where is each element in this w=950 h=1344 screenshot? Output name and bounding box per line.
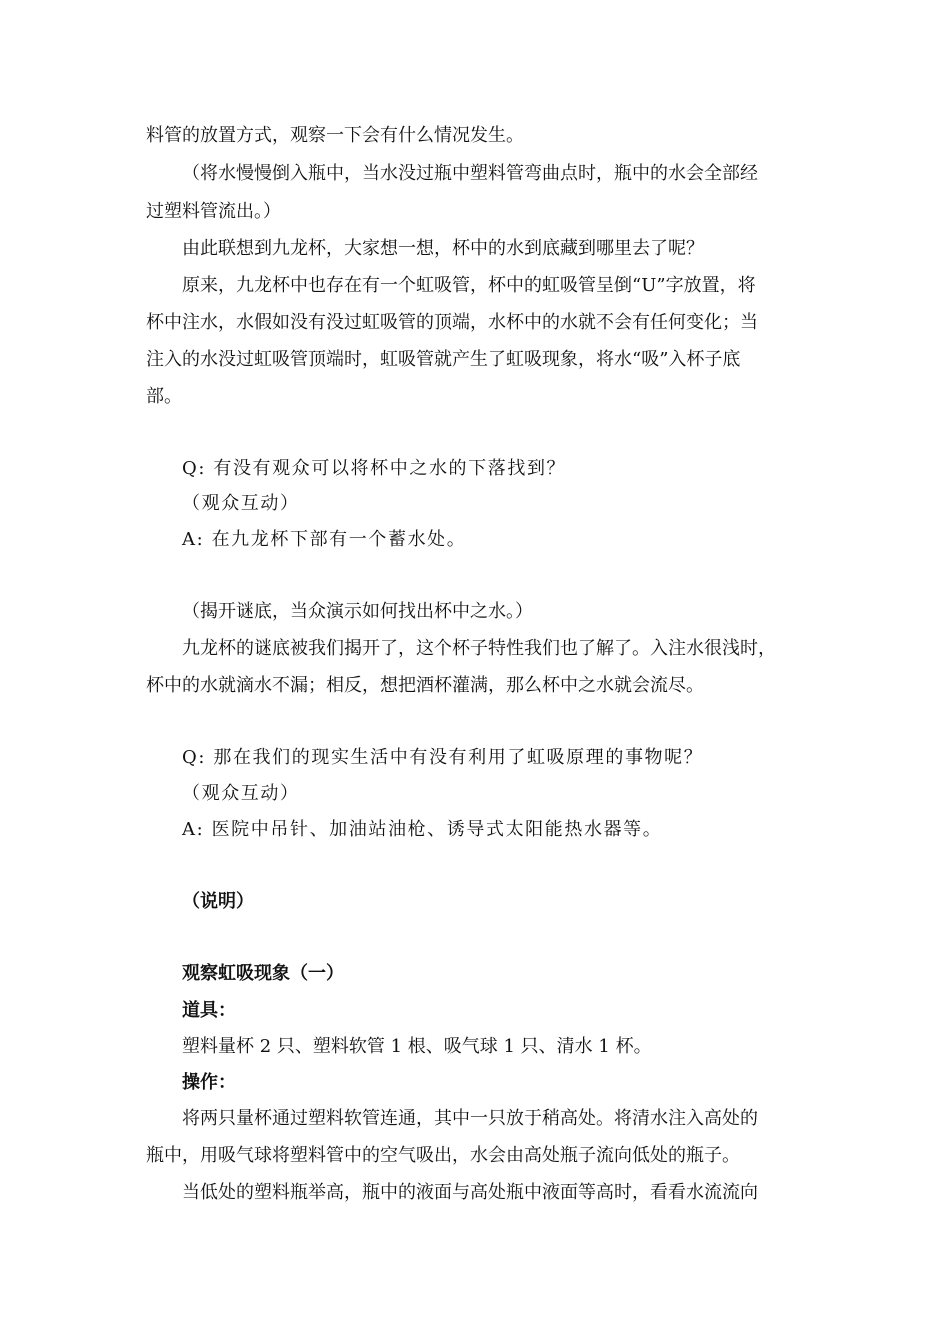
props-text: 塑料量杯 2 只、塑料软管 1 根、吸气球 1 只、清水 1 杯。: [182, 1036, 652, 1057]
paragraph-line: 瓶中，用吸气球将塑料管中的空气吸出，水会由高处瓶子流向低处的瓶子。: [146, 1145, 740, 1166]
paragraph-line: （将水慢慢倒入瓶中，当水没过瓶中塑料管弯曲点时，瓶中的水会全部经: [182, 163, 758, 184]
audience-interaction-note: （观众互动）: [182, 493, 300, 514]
paragraph-line: （揭开谜底，当众演示如何找出杯中之水。）: [182, 601, 533, 622]
question-line: Q: 那在我们的现实生活中有没有利用了虹吸原理的事物呢？: [182, 747, 704, 768]
paragraph-line: 杯中的水就滴水不漏；相反，想把酒杯灌满，那么杯中之水就会流尽。: [146, 675, 704, 696]
answer-line: A: 在九龙杯下部有一个蓄水处。: [182, 529, 467, 550]
paragraph-line: 部。: [146, 386, 182, 407]
question-line: Q: 有没有观众可以将杯中之水的下落找到？: [182, 458, 567, 479]
paragraph-line: 料管的放置方式，观察一下会有什么情况发生。: [146, 125, 524, 146]
paragraph-line: 杯中注水，水假如没有没过虹吸管的顶端，水杯中的水就不会有任何变化；当: [146, 312, 758, 333]
paragraph-line: 当低处的塑料瓶举高，瓶中的液面与高处瓶中液面等高时，看看水流流向: [182, 1182, 758, 1203]
answer-line: A: 医院中吊针、加油站油枪、诱导式太阳能热水器等。: [182, 819, 663, 840]
paragraph-line: 九龙杯的谜底被我们揭开了，这个杯子特性我们也了解了。入注水很浅时，: [182, 638, 776, 659]
paragraph-line: 原来，九龙杯中也存在有一个虹吸管，杯中的虹吸管呈倒“U”字放置，将: [182, 275, 756, 296]
paragraph-line: 由此联想到九龙杯，大家想一想，杯中的水到底藏到哪里去了呢？: [182, 238, 704, 259]
props-label: 道具：: [182, 1000, 236, 1021]
note-heading: （说明）: [182, 891, 254, 912]
paragraph-line: 过塑料管流出。）: [146, 201, 281, 222]
audience-interaction-note: （观众互动）: [182, 783, 300, 804]
section-title: 观察虹吸现象（一）: [182, 963, 344, 984]
paragraph-line: 注入的水没过虹吸管顶端时，虹吸管就产生了虹吸现象，将水“吸”入杯子底: [146, 349, 741, 370]
paragraph-line: 将两只量杯通过塑料软管连通，其中一只放于稍高处。将清水注入高处的: [182, 1108, 758, 1129]
operation-label: 操作：: [182, 1072, 236, 1093]
